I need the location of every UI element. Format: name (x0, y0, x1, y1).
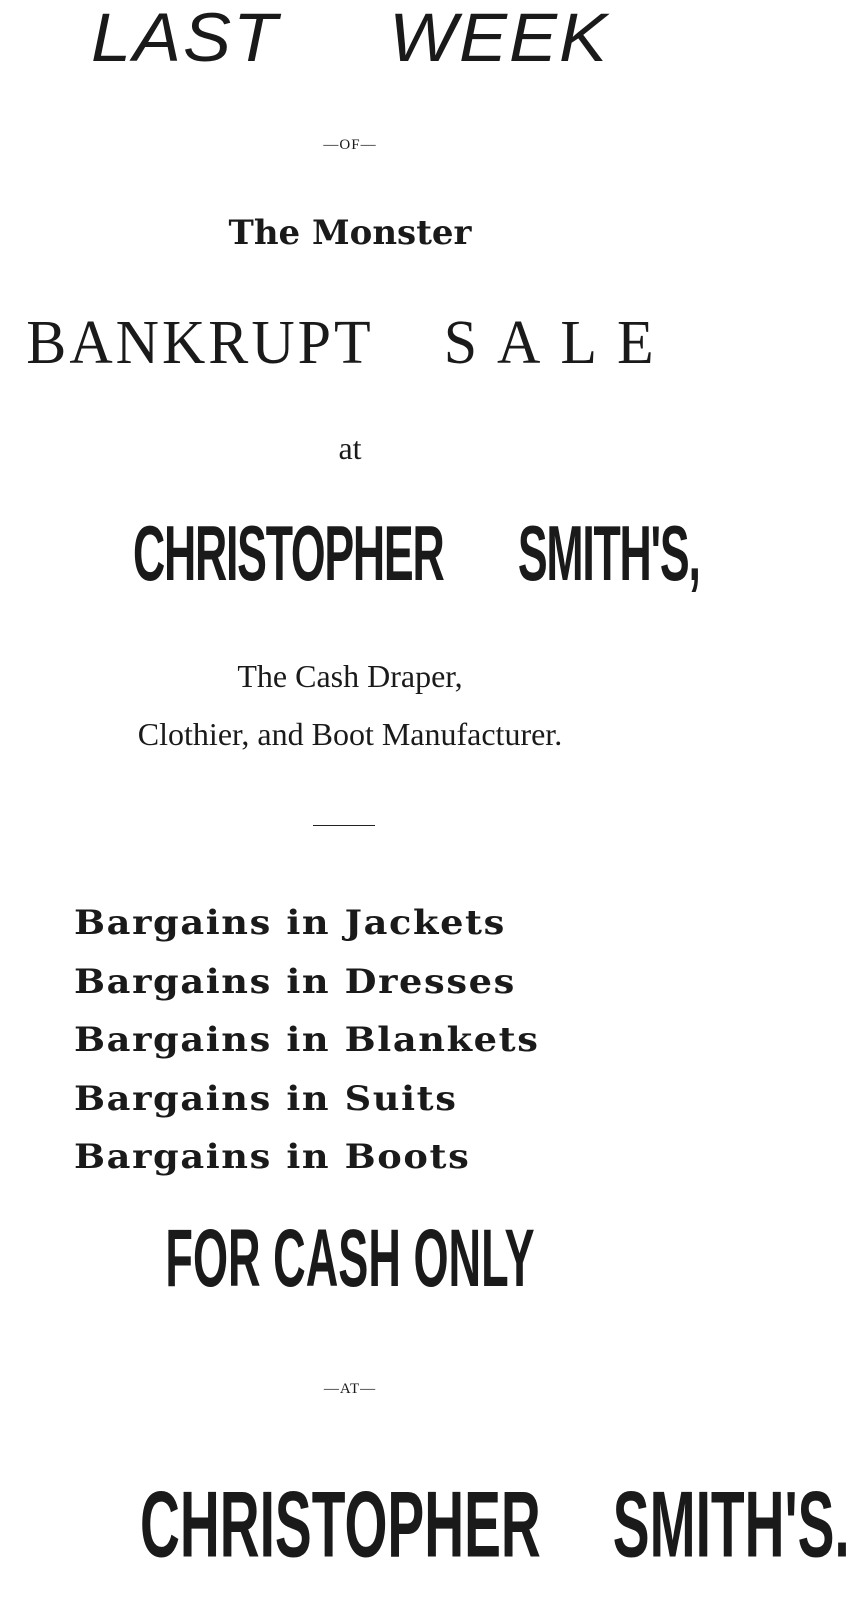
bargain-blankets: Bargains in Blankets (74, 1020, 540, 1060)
of-separator: —OF— (323, 137, 377, 153)
bargain-jackets: Bargains in Jackets (74, 903, 506, 943)
merchant-first-name: CHRISTOPHER (133, 510, 444, 598)
event-word-bankrupt: BANKRUPT (26, 307, 374, 377)
footer-first-name: CHRISTOPHER (139, 1472, 541, 1577)
headline-word-last: LAST (90, 0, 280, 76)
event-word-sale: SALE (443, 307, 674, 377)
trade-line-2: Clothier, and Boot Manufacturer. (137, 716, 563, 752)
headline-last-week (0, 0, 700, 76)
footer-merchant-name (139, 1472, 850, 1577)
divider-rule (313, 825, 375, 826)
bargain-boots: Bargains in Boots (74, 1137, 471, 1177)
terms-for-cash-only: FOR CASH ONLY (165, 1213, 535, 1304)
merchant-last-name: SMITH'S, (517, 510, 700, 598)
subtitle-the-monster: The Monster (228, 213, 472, 253)
merchant-name (133, 510, 700, 598)
bargain-suits: Bargains in Suits (74, 1078, 458, 1119)
bargains-list (74, 894, 694, 1187)
trade-line-1: The Cash Draper, (237, 658, 463, 694)
bargain-dresses: Bargains in Dresses (74, 961, 516, 1002)
footer-last-name: SMITH'S. (612, 1472, 850, 1577)
at-word: at (338, 430, 362, 466)
at-separator: —AT— (323, 1381, 377, 1397)
event-bankrupt-sale (0, 307, 700, 377)
headline-word-week: WEEK (389, 0, 610, 76)
